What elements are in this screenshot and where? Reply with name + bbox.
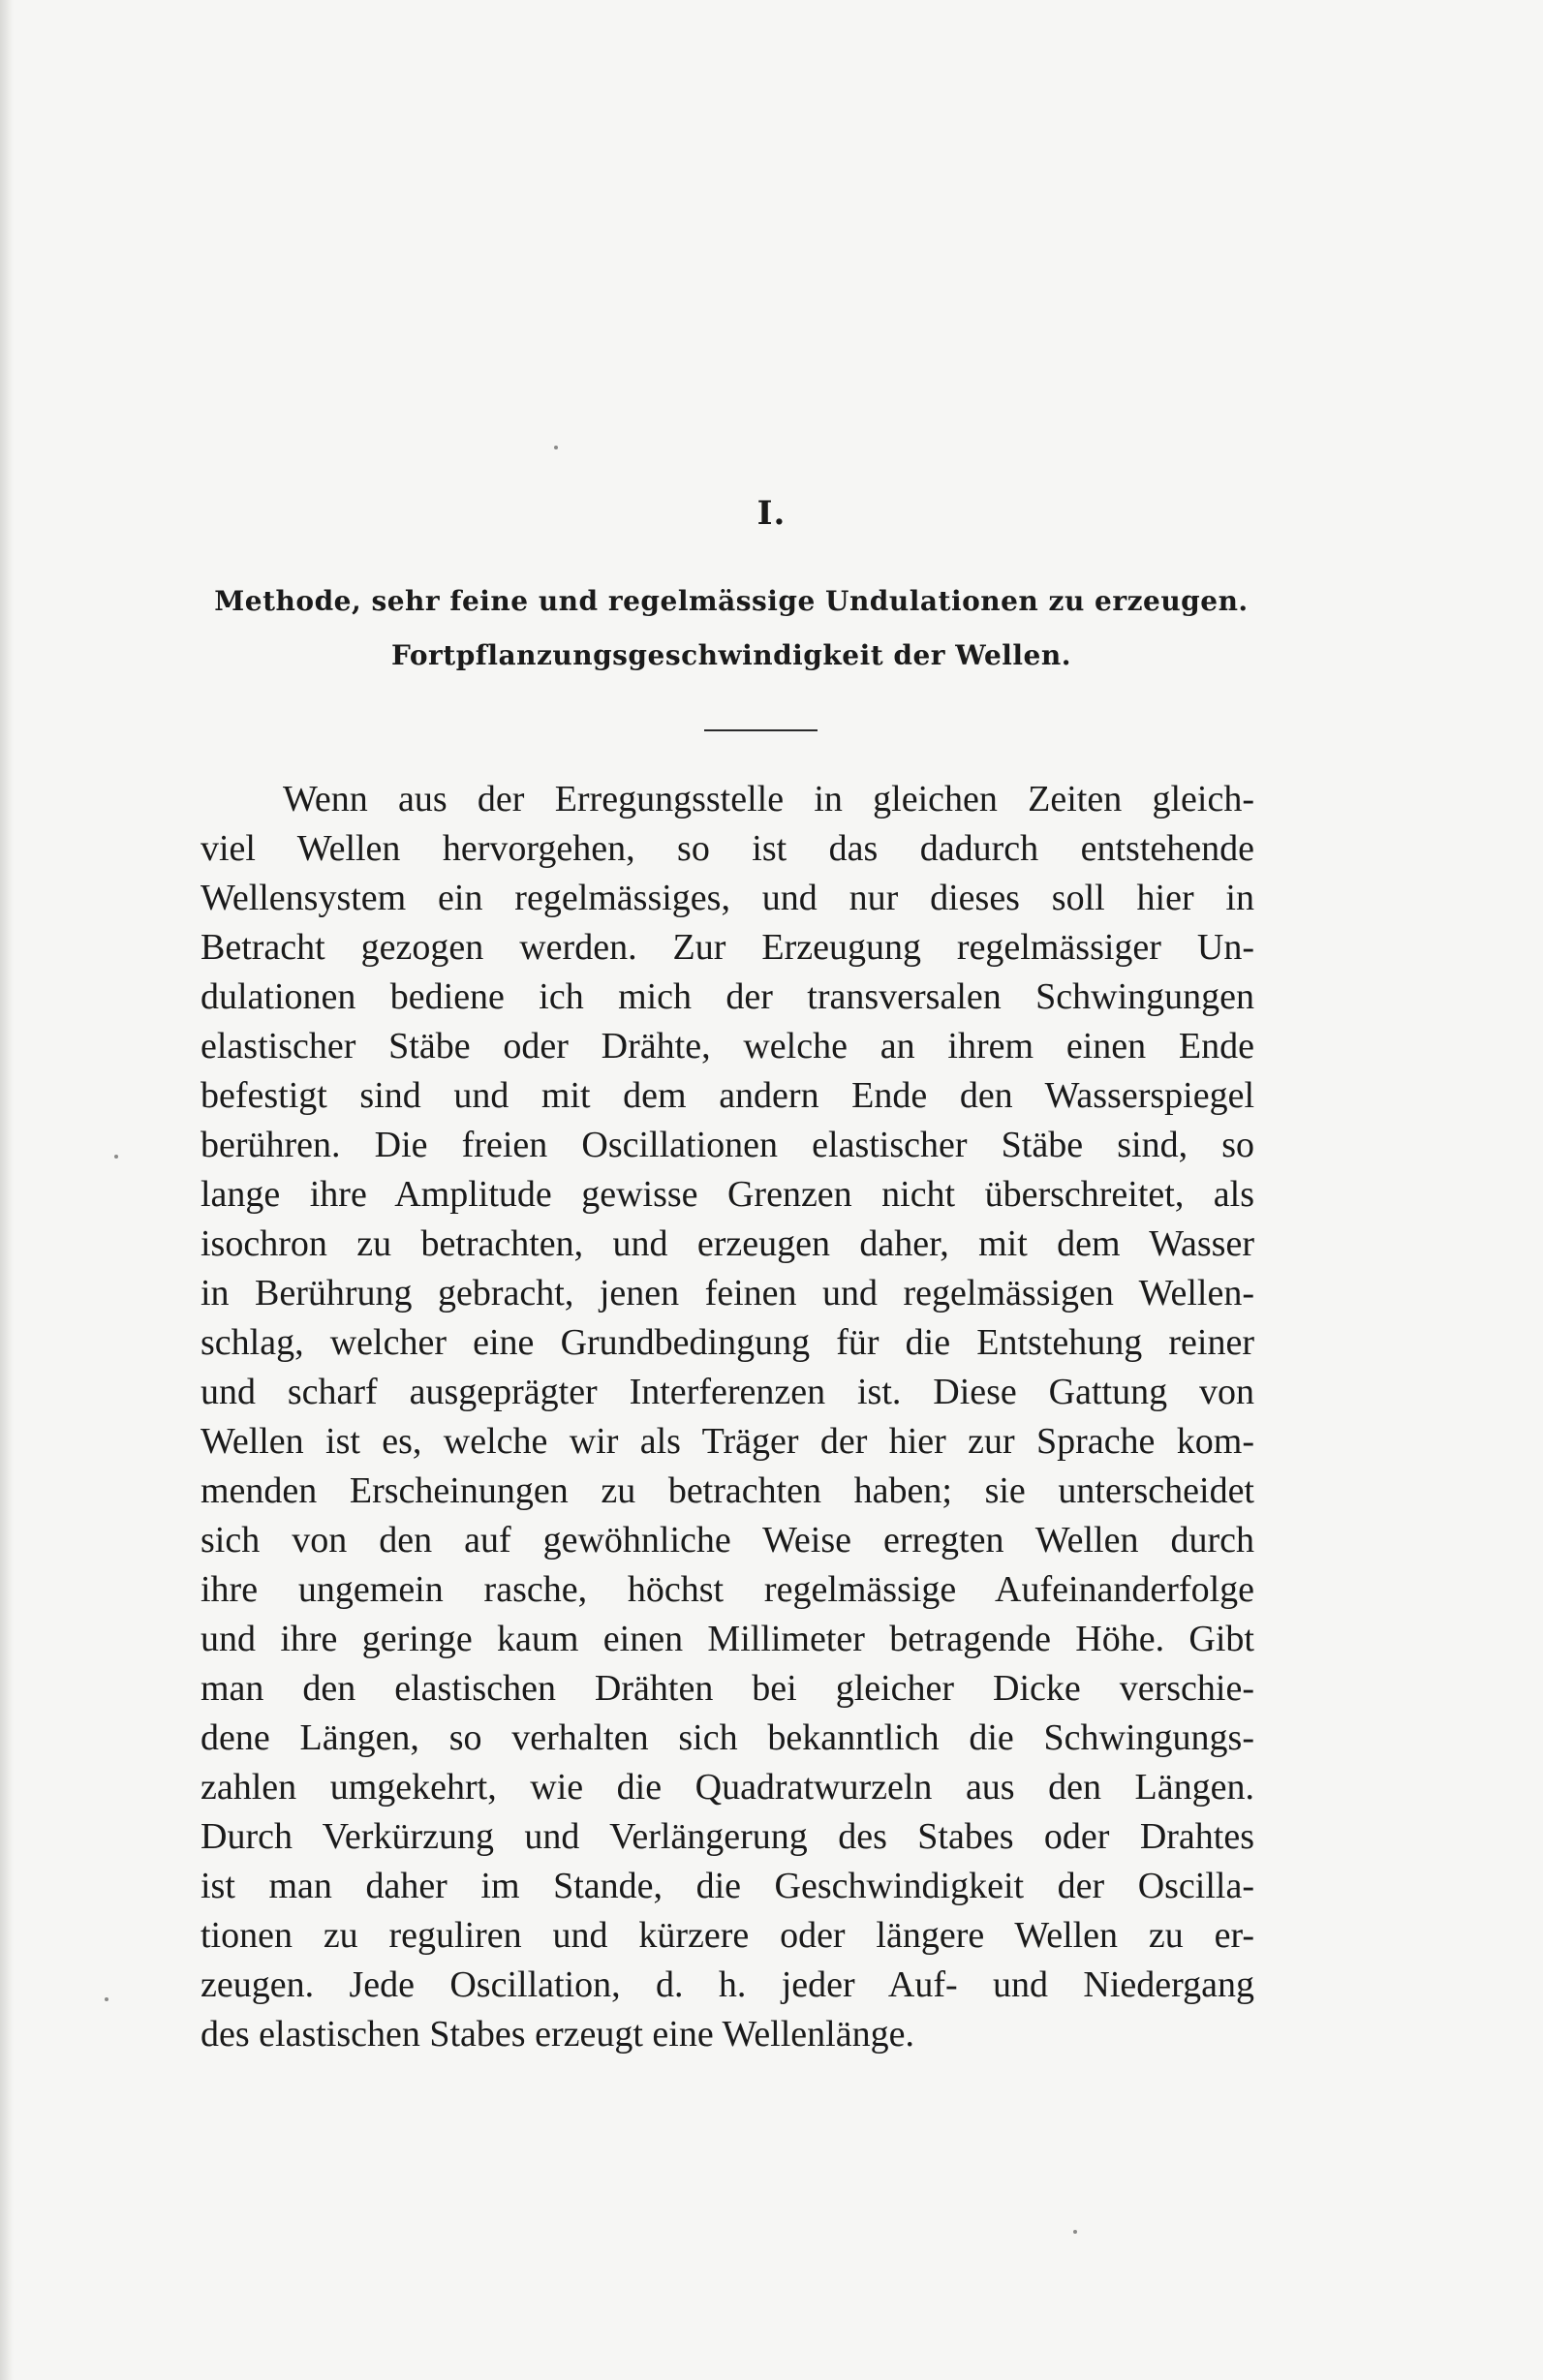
paragraph-line: Betracht gezogen werden. Zur Erzeugung regelmässiger Un- <box>201 927 1254 968</box>
paragraph-line: lange ihre Amplitude gewisse Grenzen nicht überschreitet, als <box>201 1174 1254 1215</box>
scan-speck <box>105 1997 108 2001</box>
paragraph-line: Wenn aus der Erregungsstelle in gleichen Zeiten gleich- <box>283 779 1254 819</box>
paragraph-line: befestigt sind und mit dem andern Ende den Wasserspiegel <box>201 1075 1254 1116</box>
paragraph-line: in Berührung gebracht, jenen feinen und regelmässigen Wellen- <box>201 1273 1254 1314</box>
paragraph-line: tionen zu reguliren und kürzere oder längere Wellen zu er- <box>201 1915 1254 1956</box>
paragraph-line: menden Erscheinungen zu betrachten haben; sie unterscheidet <box>201 1470 1254 1511</box>
paragraph-line: ihre ungemein rasche, höchst regelmässige Aufeinanderfolge <box>201 1569 1254 1610</box>
scan-speck <box>1073 2230 1077 2234</box>
paragraph-line: elastischer Stäbe oder Drähte, welche an ihrem einen Ende <box>201 1026 1254 1066</box>
paragraph-line: schlag, welcher eine Grundbedingung für die Entstehung reiner <box>201 1322 1254 1363</box>
paragraph-line: ist man daher im Stande, die Geschwindigkeit der Oscilla- <box>201 1866 1254 1906</box>
paragraph-line: Wellen ist es, welche wir als Träger der hier zur Sprache kom- <box>201 1421 1254 1462</box>
page-edge-shadow <box>0 0 14 2380</box>
paragraph-line: zeugen. Jede Oscillation, d. h. jeder Auf- und Niedergang <box>201 1964 1254 2005</box>
body-paragraph <box>201 775 1254 2059</box>
paragraph-line: Wellensystem ein regelmässiges, und nur dieses soll hier in <box>201 878 1254 918</box>
paragraph-line: berühren. Die freien Oscillationen elastischer Stäbe sind, so <box>201 1125 1254 1165</box>
paragraph-line: viel Wellen hervorgehen, so ist das dadurch entstehende <box>201 828 1254 869</box>
paragraph-line: dulationen bediene ich mich der transversalen Schwingungen <box>201 976 1254 1017</box>
paragraph-line: und ihre geringe kaum einen Millimeter betragende Höhe. Gibt <box>201 1619 1254 1659</box>
heading-line-1: Methode, sehr feine und regelmässige Undulationen zu erzeugen. <box>214 585 1249 617</box>
paragraph-line: isochron zu betrachten, und erzeugen daher, mit dem Wasser <box>201 1223 1254 1264</box>
scan-speck <box>114 1155 118 1159</box>
paragraph-line: sich von den auf gewöhnliche Weise erregten Wellen durch <box>201 1520 1254 1561</box>
paragraph-line: Durch Verkürzung und Verlängerung des Stabes oder Drahtes <box>201 1816 1254 1857</box>
paragraph-line: und scharf ausgeprägter Interferenzen ist. Diese Gattung von <box>201 1372 1254 1412</box>
heading-line-2: Fortpflanzungsgeschwindigkeit der Wellen. <box>391 639 1071 671</box>
heading-divider-rule <box>704 729 818 731</box>
paragraph-line: man den elastischen Drähten bei gleicher Dicke verschie- <box>201 1668 1254 1709</box>
scan-speck <box>554 446 558 449</box>
paragraph-line: dene Längen, so verhalten sich bekanntlich die Schwingungs- <box>201 1717 1254 1758</box>
paragraph-line-last: des elastischen Stabes erzeugt eine Wellenlänge. <box>201 2014 914 2055</box>
section-number: I. <box>756 494 787 533</box>
paragraph-line: zahlen umgekehrt, wie die Quadratwurzeln aus den Längen. <box>201 1767 1254 1808</box>
